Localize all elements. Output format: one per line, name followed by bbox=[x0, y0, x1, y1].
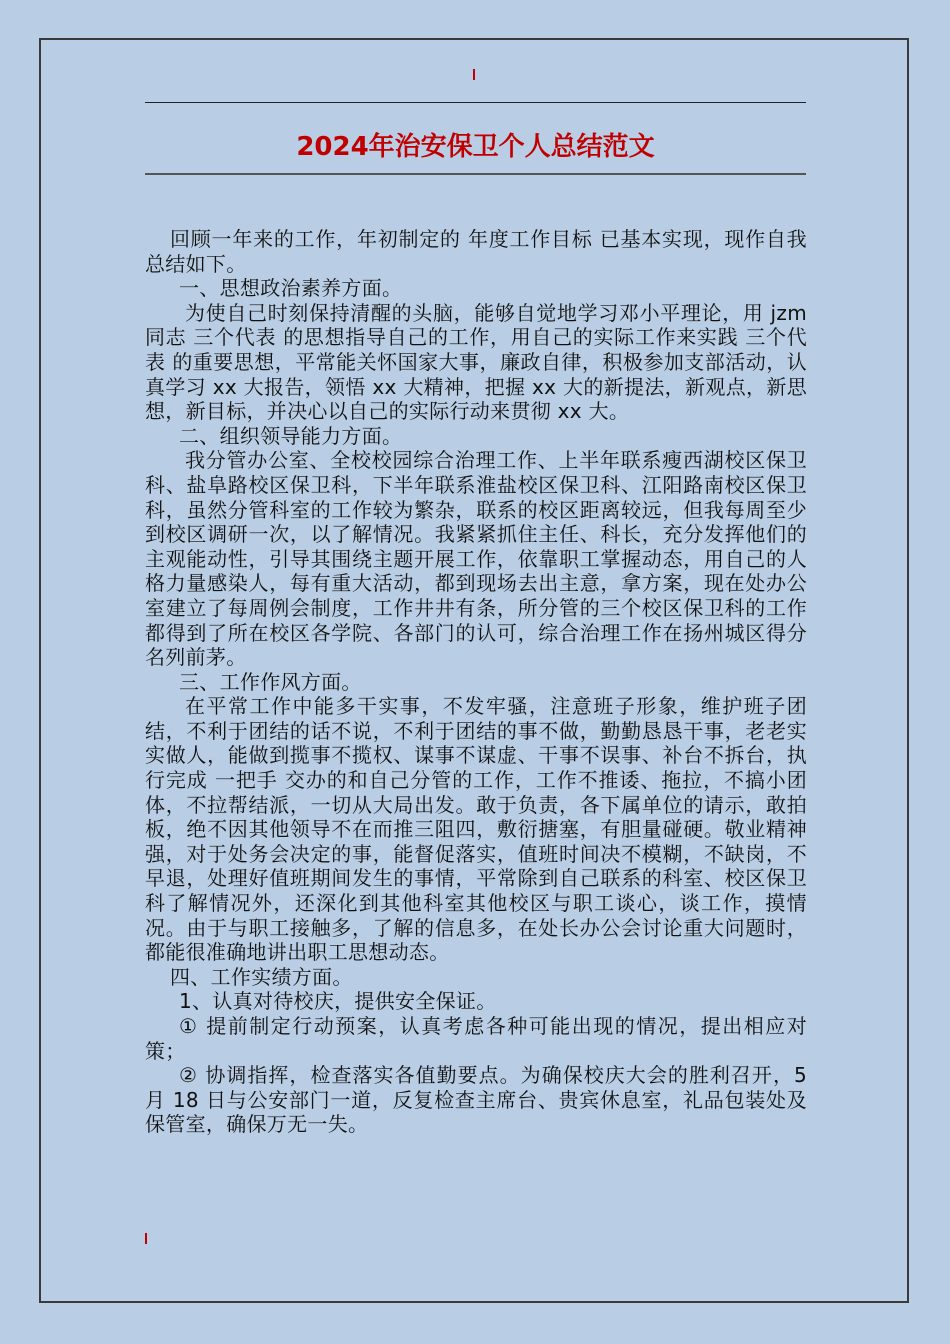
paragraph-body: 在平常工作中能多干实事，不发牢骚，注意班子形象，维护班子团结，不利于团结的话不说，不利于团结的事不做，勤勤恳恳干事，老老实实做人，能做到揽事不揽权、谋事不谋虚、干事不误事、补台不拆台，执行完成 一把手 交办的和自己分管的工作，工作不推诿、拖拉，不搞小团体，不拉帮结派，一切从大局出发。敢于负责，各下属单位的请示，敢拍板，绝不因其他领导不在而推三阻四，敷衍搪塞，有胆量碰硬。敬业精神强，对于处务会决定的事，能督促落实，值班时间决不模糊，不缺岗，不早退，处理好值班期间发生的事情，平常除到自己联系的科室、校区保卫科了解情况外，还深化到其他科室其他校区与职工谈心，谈工作，摸情况。由于与职工接触多，了解的信息多，在处长办公会讨论重大问题时，都能很准确地讲出职工思想动态。 bbox=[145, 694, 807, 965]
list-item: ① 提前制定行动预案，认真考虑各种可能出现的情况，提出相应对策； bbox=[145, 1014, 807, 1063]
title-underline bbox=[145, 173, 806, 175]
section-heading: 三、工作作风方面。 bbox=[179, 669, 362, 694]
list-item: ② 协调指挥，检查落实各值勤要点。为确保校庆大会的胜利召开，5 月 18 日与公安部门一道，反复检查主席台、贵宾休息室，礼品包装处及保管室，确保万无一失。 bbox=[145, 1063, 807, 1137]
section-heading: 四、工作实绩方面。 bbox=[170, 964, 353, 989]
footer-marker bbox=[145, 1233, 147, 1244]
list-item: 1、认真对待校庆，提供安全保证。 bbox=[179, 989, 497, 1014]
paragraph-body: 我分管办公室、全校校园综合治理工作、上半年联系瘦西湖校区保卫科、盐阜路校区保卫科，下半年联系淮盐校区保卫科、江阳路南校区保卫科，虽然分管科室的工作较为繁杂，联系的校区距离较远，但我每周至少到校区调研一次，以了解情况。我紧紧抓住主任、科长，充分发挥他们的主观能动性，引导其围绕主题开展工作，依靠职工掌握动态，用自己的人格力量感染人，每有重大活动，都到现场去出主意，拿方案，现在处办公室建立了每周例会制度，工作井井有条，所分管的三个校区保卫科的工作都得到了所在校区各学院、各部门的认可，综合治理工作在扬州城区得分名列前茅。 bbox=[145, 448, 807, 670]
document-body bbox=[145, 227, 807, 1137]
section-heading: 一、思想政治素养方面。 bbox=[179, 276, 403, 301]
paragraph-body: 为使自己时刻保持清醒的头脑，能够自觉地学习邓小平理论，用 jzm 同志 三个代表 的思想指导自己的工作，用自己的实际工作来实践 三个代表 的重要思想，平常能关怀国家大事，廉政自律，积极参加支部活动，认真学习 xx 大报告，领悟 xx 大精神，把握 xx 大的新提法，新观点，新思想，新目标，并决心以自己的实际行动来贯彻 xx 大。 bbox=[145, 300, 807, 424]
section-heading: 二、组织领导能力方面。 bbox=[179, 423, 403, 448]
paragraph-intro: 回顾一年来的工作，年初制定的 年度工作目标 已基本实现，现作自我总结如下。 bbox=[145, 227, 807, 276]
document-title: 2024年治安保卫个人总结范文 bbox=[296, 132, 655, 162]
header-marker bbox=[473, 69, 475, 80]
header-rule bbox=[145, 102, 806, 103]
